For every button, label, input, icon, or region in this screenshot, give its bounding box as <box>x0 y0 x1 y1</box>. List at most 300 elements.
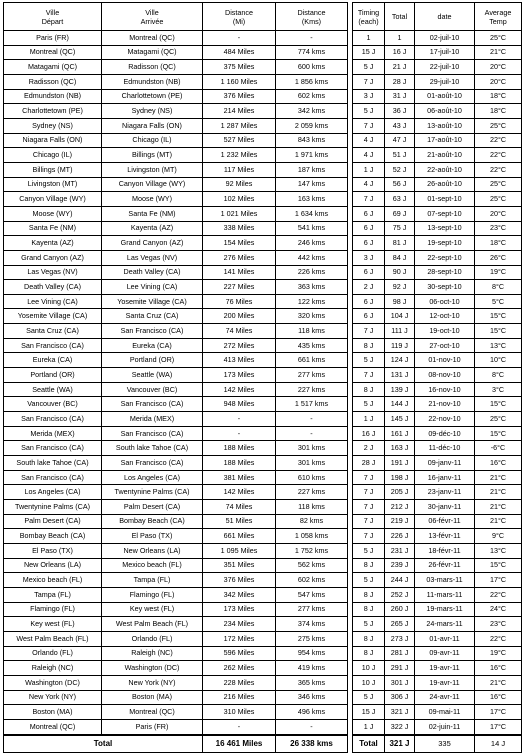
timing-each-cell: 15 J <box>353 705 385 720</box>
timing-each-cell: 8 J <box>353 587 385 602</box>
distance-miles-cell: 188 Miles <box>203 441 276 456</box>
average-temp-cell: 20°C <box>475 206 522 221</box>
total-days-cell: 219 J <box>385 514 415 529</box>
distance-row <box>4 280 348 295</box>
distance-kms-cell: 147 kms <box>276 177 348 192</box>
average-temp-cell: 18°C <box>475 104 522 119</box>
distance-miles-cell: 92 Miles <box>203 177 276 192</box>
total-days-cell: 244 J <box>385 573 415 588</box>
distance-row <box>4 338 348 353</box>
distance-row <box>4 118 348 133</box>
distance-miles-cell: 102 Miles <box>203 192 276 207</box>
distance-row <box>4 309 348 324</box>
timing-each-cell: 5 J <box>353 690 385 705</box>
arrival-city-cell: Montreal (QC) <box>102 31 203 46</box>
timing-each-cell: 7 J <box>353 500 385 515</box>
total-days-cell: 98 J <box>385 294 415 309</box>
average-temp-cell: 5°C <box>475 294 522 309</box>
timing-each-cell: 8 J <box>353 602 385 617</box>
timing-row <box>353 719 522 734</box>
distance-row <box>4 719 348 734</box>
departure-city-cell: Billings (MT) <box>4 162 102 177</box>
arrival-city-cell: Vancouver (BC) <box>102 382 203 397</box>
timing-each-cell: 8 J <box>353 631 385 646</box>
timing-each-cell: 5 J <box>353 353 385 368</box>
average-temp-cell: 24°C <box>475 602 522 617</box>
date-cell: 22-sept-10 <box>415 250 475 265</box>
distance-miles-cell: - <box>203 426 276 441</box>
date-cell: 06-oct-10 <box>415 294 475 309</box>
average-temp-cell: 26°C <box>475 250 522 265</box>
distance-kms-cell: 246 kms <box>276 236 348 251</box>
departure-city-cell: Charlottetown (PE) <box>4 104 102 119</box>
timing-row <box>353 558 522 573</box>
timing-each-cell: 28 J <box>353 456 385 471</box>
distance-kms-cell: 610 kms <box>276 470 348 485</box>
distance-kms-cell: 541 kms <box>276 221 348 236</box>
distance-row <box>4 368 348 383</box>
departure-city-cell: Chicago (IL) <box>4 148 102 163</box>
distance-miles-cell: 74 Miles <box>203 500 276 515</box>
departure-city-cell: Niagara Falls (ON) <box>4 133 102 148</box>
timing-total-days: 321 J <box>385 735 415 753</box>
average-temp-cell: 23°C <box>475 617 522 632</box>
departure-city-cell: Lee Vining (CA) <box>4 294 102 309</box>
arrival-city-cell: West Palm Beach (FL) <box>102 617 203 632</box>
distance-kms-cell: 163 kms <box>276 192 348 207</box>
average-temp-cell: 13°C <box>475 543 522 558</box>
average-temp-cell: 13°C <box>475 338 522 353</box>
arrival-city-cell: Paris (FR) <box>102 719 203 734</box>
distance-row <box>4 397 348 412</box>
distance-kms-cell: 661 kms <box>276 353 348 368</box>
arrival-city-cell: Las Vegas (NV) <box>102 250 203 265</box>
arrival-city-cell: Santa Cruz (CA) <box>102 309 203 324</box>
distance-kms-cell: 227 kms <box>276 382 348 397</box>
distance-row <box>4 250 348 265</box>
timing-each-cell: 7 J <box>353 470 385 485</box>
departure-city-cell: Montreal (QC) <box>4 45 102 60</box>
arrival-city-cell: San Francisco (CA) <box>102 397 203 412</box>
total-days-cell: 273 J <box>385 631 415 646</box>
distance-miles-cell: 1 232 Miles <box>203 148 276 163</box>
total-days-cell: 144 J <box>385 397 415 412</box>
total-days-cell: 260 J <box>385 602 415 617</box>
timing-each-cell: 10 J <box>353 661 385 676</box>
timing-each-cell: 10 J <box>353 675 385 690</box>
distance-row <box>4 558 348 573</box>
departure-city-cell: Mexico beach (FL) <box>4 573 102 588</box>
average-temp-cell: 18°C <box>475 236 522 251</box>
distance-row <box>4 617 348 632</box>
average-temp-cell: 15°C <box>475 397 522 412</box>
distance-kms-cell: 118 kms <box>276 500 348 515</box>
total-days-cell: 104 J <box>385 309 415 324</box>
average-temp-cell: 23°C <box>475 221 522 236</box>
timing-row <box>353 324 522 339</box>
departure-city-cell: Santa Cruz (CA) <box>4 324 102 339</box>
distance-row <box>4 441 348 456</box>
timing-row <box>353 631 522 646</box>
date-cell: 09-mai-11 <box>415 705 475 720</box>
total-days-cell: 119 J <box>385 338 415 353</box>
departure-city-cell: Las Vegas (NV) <box>4 265 102 280</box>
total-days-cell: 36 J <box>385 104 415 119</box>
date-cell: 19-mars-11 <box>415 602 475 617</box>
timing-row <box>353 133 522 148</box>
average-temp-cell: 22°C <box>475 148 522 163</box>
timing-row <box>353 543 522 558</box>
distance-miles-cell: - <box>203 31 276 46</box>
departure-city-cell: Livingston (MT) <box>4 177 102 192</box>
arrival-city-cell: Billings (MT) <box>102 148 203 163</box>
arrival-city-cell: Los Angeles (CA) <box>102 470 203 485</box>
departure-city-cell: Twentynine Palms (CA) <box>4 500 102 515</box>
arrival-city-cell: Kayenta (AZ) <box>102 221 203 236</box>
departure-city-cell: Sydney (NS) <box>4 118 102 133</box>
date-cell: 01-avr-11 <box>415 631 475 646</box>
arrival-city-cell: Livingston (MT) <box>102 162 203 177</box>
date-cell: 07-sept-10 <box>415 206 475 221</box>
distance-miles-cell: 142 Miles <box>203 485 276 500</box>
timing-row <box>353 294 522 309</box>
total-days-cell: 231 J <box>385 543 415 558</box>
average-temp-cell: 25°C <box>475 31 522 46</box>
arrival-city-cell: Orlando (FL) <box>102 631 203 646</box>
arrival-city-cell: Grand Canyon (AZ) <box>102 236 203 251</box>
arrival-city-cell: El Paso (TX) <box>102 529 203 544</box>
date-cell: 02-juil-10 <box>415 31 475 46</box>
timing-each-cell: 1 J <box>353 412 385 427</box>
date-cell: 01-nov-10 <box>415 353 475 368</box>
timing-row <box>353 45 522 60</box>
timing-row <box>353 500 522 515</box>
timing-row <box>353 426 522 441</box>
timing-row <box>353 690 522 705</box>
timing-total-label: Total <box>353 735 385 753</box>
timing-row <box>353 514 522 529</box>
distance-row <box>4 45 348 60</box>
distance-miles-cell: 661 Miles <box>203 529 276 544</box>
departure-city-cell: Yosemite Village (CA) <box>4 309 102 324</box>
arrival-city-cell: Lee Vining (CA) <box>102 280 203 295</box>
distance-miles-cell: 272 Miles <box>203 338 276 353</box>
distance-total-kms: 26 338 kms <box>276 735 348 753</box>
arrival-city-cell: New Orleans (LA) <box>102 543 203 558</box>
average-temp-cell: 25°C <box>475 118 522 133</box>
date-cell: 30-sept-10 <box>415 280 475 295</box>
average-temp-cell: 9°C <box>475 529 522 544</box>
timing-each-cell: 8 J <box>353 382 385 397</box>
departure-city-cell: Montreal (QC) <box>4 719 102 734</box>
departure-city-cell: Key west (FL) <box>4 617 102 632</box>
distance-kms-cell: 277 kms <box>276 368 348 383</box>
date-cell: 19-avr-11 <box>415 675 475 690</box>
average-temp-cell: 15°C <box>475 324 522 339</box>
departure-city-cell: Portland (OR) <box>4 368 102 383</box>
arrival-city-cell: Matagami (QC) <box>102 45 203 60</box>
total-days-cell: 161 J <box>385 426 415 441</box>
distance-row <box>4 675 348 690</box>
departure-city-cell: Paris (FR) <box>4 31 102 46</box>
date-cell: 08-nov-10 <box>415 368 475 383</box>
distance-miles-cell: 74 Miles <box>203 324 276 339</box>
distance-miles-cell: 1 021 Miles <box>203 206 276 221</box>
timing-row <box>353 397 522 412</box>
arrival-city-cell: Palm Desert (CA) <box>102 500 203 515</box>
departure-city-cell: Kayenta (AZ) <box>4 236 102 251</box>
timing-each-cell: 6 J <box>353 206 385 221</box>
average-temp-cell: 15°C <box>475 309 522 324</box>
timing-row <box>353 587 522 602</box>
distance-kms-cell: - <box>276 412 348 427</box>
distance-miles-cell: 117 Miles <box>203 162 276 177</box>
average-temp-cell: 22°C <box>475 162 522 177</box>
departure-city-cell: New York (NY) <box>4 690 102 705</box>
distance-row <box>4 60 348 75</box>
arrival-city-cell: Key west (FL) <box>102 602 203 617</box>
distance-kms-cell: 122 kms <box>276 294 348 309</box>
distance-table <box>3 2 348 753</box>
arrival-city-cell: Montreal (QC) <box>102 705 203 720</box>
date-cell: 03-mars-11 <box>415 573 475 588</box>
average-temp-cell: 25°C <box>475 192 522 207</box>
timing-each-cell: 1 <box>353 31 385 46</box>
timing-row <box>353 338 522 353</box>
departure-city-cell: Los Angeles (CA) <box>4 485 102 500</box>
average-temp-cell: 17°C <box>475 573 522 588</box>
timing-table <box>352 2 522 753</box>
distance-kms-cell: 1 752 kms <box>276 543 348 558</box>
distance-kms-cell: - <box>276 426 348 441</box>
departure-city-cell: Raleigh (NC) <box>4 661 102 676</box>
distance-miles-cell: 376 Miles <box>203 89 276 104</box>
arrival-city-cell: Chicago (IL) <box>102 133 203 148</box>
distance-row <box>4 587 348 602</box>
distance-miles-cell: 141 Miles <box>203 265 276 280</box>
timing-each-cell: 16 J <box>353 426 385 441</box>
distance-kms-cell: 442 kms <box>276 250 348 265</box>
distance-row <box>4 456 348 471</box>
distance-miles-cell: 262 Miles <box>203 661 276 676</box>
departure-city-cell: Flamingo (FL) <box>4 602 102 617</box>
date-cell: 29-juil-10 <box>415 74 475 89</box>
timing-row <box>353 221 522 236</box>
total-days-cell: 322 J <box>385 719 415 734</box>
average-temp-cell: 3°C <box>475 382 522 397</box>
distance-kms-cell: 187 kms <box>276 162 348 177</box>
timing-row <box>353 265 522 280</box>
distance-kms-cell: 496 kms <box>276 705 348 720</box>
total-days-cell: 265 J <box>385 617 415 632</box>
date-cell: 27-oct-10 <box>415 338 475 353</box>
distance-miles-cell: 188 Miles <box>203 456 276 471</box>
total-days-cell: 124 J <box>385 353 415 368</box>
departure-city-cell: Orlando (FL) <box>4 646 102 661</box>
timing-row <box>353 148 522 163</box>
arrival-city-cell: San Francisco (CA) <box>102 456 203 471</box>
total-days-cell: 198 J <box>385 470 415 485</box>
timing-each-cell: 5 J <box>353 60 385 75</box>
distance-miles-cell: 1 287 Miles <box>203 118 276 133</box>
distance-row <box>4 324 348 339</box>
timing-each-cell: 5 J <box>353 397 385 412</box>
distance-miles-cell: 413 Miles <box>203 353 276 368</box>
average-temp-cell: 10°C <box>475 353 522 368</box>
date-cell: 11-déc-10 <box>415 441 475 456</box>
timing-each-cell: 7 J <box>353 74 385 89</box>
total-days-cell: 43 J <box>385 118 415 133</box>
timing-row <box>353 412 522 427</box>
distance-row <box>4 631 348 646</box>
timing-row <box>353 177 522 192</box>
distance-kms-cell: 1 971 kms <box>276 148 348 163</box>
average-temp-cell: 16°C <box>475 456 522 471</box>
arrival-city-cell: Edmundston (NB) <box>102 74 203 89</box>
arrival-city-cell: San Francisco (CA) <box>102 324 203 339</box>
average-temp-cell: 17°C <box>475 705 522 720</box>
distance-row <box>4 485 348 500</box>
date-cell: 17-juil-10 <box>415 45 475 60</box>
distance-kms-cell: 1 856 kms <box>276 74 348 89</box>
arrival-city-cell: Raleigh (NC) <box>102 646 203 661</box>
distance-miles-cell: 142 Miles <box>203 382 276 397</box>
timing-each-cell: 4 J <box>353 148 385 163</box>
timing-row <box>353 661 522 676</box>
header-timing-each: Timing (each) <box>353 3 385 31</box>
average-temp-cell: 25°C <box>475 412 522 427</box>
total-days-cell: 16 J <box>385 45 415 60</box>
distance-miles-cell: 154 Miles <box>203 236 276 251</box>
total-days-cell: 31 J <box>385 89 415 104</box>
timing-row <box>353 309 522 324</box>
timing-row <box>353 280 522 295</box>
header-date: date <box>415 3 475 31</box>
total-days-cell: 252 J <box>385 587 415 602</box>
average-temp-cell: 20°C <box>475 60 522 75</box>
departure-city-cell: Seattle (WA) <box>4 382 102 397</box>
arrival-city-cell: Seattle (WA) <box>102 368 203 383</box>
timing-each-cell: 4 J <box>353 133 385 148</box>
distance-kms-cell: - <box>276 719 348 734</box>
distance-kms-cell: 774 kms <box>276 45 348 60</box>
average-temp-cell: 16°C <box>475 661 522 676</box>
timing-each-cell: 5 J <box>353 573 385 588</box>
arrival-city-cell: San Francisco (CA) <box>102 426 203 441</box>
distance-miles-cell: 234 Miles <box>203 617 276 632</box>
date-cell: 21-nov-10 <box>415 397 475 412</box>
distance-row <box>4 206 348 221</box>
date-cell: 09-avr-11 <box>415 646 475 661</box>
average-temp-cell: 8°C <box>475 368 522 383</box>
total-days-cell: 163 J <box>385 441 415 456</box>
timing-each-cell: 8 J <box>353 338 385 353</box>
distance-miles-cell: 376 Miles <box>203 573 276 588</box>
distance-kms-cell: 301 kms <box>276 441 348 456</box>
timing-row <box>353 617 522 632</box>
departure-city-cell: Palm Desert (CA) <box>4 514 102 529</box>
distance-row <box>4 382 348 397</box>
distance-miles-cell: 173 Miles <box>203 602 276 617</box>
total-days-cell: 81 J <box>385 236 415 251</box>
timing-each-cell: 1 J <box>353 719 385 734</box>
date-cell: 02-juin-11 <box>415 719 475 734</box>
header-departure-city: Ville Départ <box>4 3 102 31</box>
total-days-cell: 52 J <box>385 162 415 177</box>
distance-miles-cell: 228 Miles <box>203 675 276 690</box>
distance-miles-cell: 276 Miles <box>203 250 276 265</box>
arrival-city-cell: Flamingo (FL) <box>102 587 203 602</box>
total-days-cell: 90 J <box>385 265 415 280</box>
average-temp-cell: 22°C <box>475 133 522 148</box>
timing-row <box>353 368 522 383</box>
average-temp-cell: 8°C <box>475 280 522 295</box>
arrival-city-cell: Mexico beach (FL) <box>102 558 203 573</box>
distance-kms-cell: 277 kms <box>276 602 348 617</box>
date-cell: 26-août-10 <box>415 177 475 192</box>
total-days-cell: 212 J <box>385 500 415 515</box>
total-days-cell: 111 J <box>385 324 415 339</box>
distance-miles-cell: 216 Miles <box>203 690 276 705</box>
departure-city-cell: San Francisco (CA) <box>4 412 102 427</box>
date-cell: 22-nov-10 <box>415 412 475 427</box>
distance-row <box>4 500 348 515</box>
total-days-cell: 92 J <box>385 280 415 295</box>
timing-each-cell: 5 J <box>353 104 385 119</box>
departure-city-cell: Eureka (CA) <box>4 353 102 368</box>
departure-city-cell: Boston (MA) <box>4 705 102 720</box>
average-temp-cell: 21°C <box>475 514 522 529</box>
timing-row <box>353 31 522 46</box>
distance-row <box>4 705 348 720</box>
distance-miles-cell: - <box>203 719 276 734</box>
distance-miles-cell: 1 095 Miles <box>203 543 276 558</box>
date-cell: 19-sept-10 <box>415 236 475 251</box>
distance-kms-cell: 118 kms <box>276 324 348 339</box>
distance-row <box>4 177 348 192</box>
timing-each-cell: 7 J <box>353 118 385 133</box>
timing-row <box>353 675 522 690</box>
departure-city-cell: Tampa (FL) <box>4 587 102 602</box>
timing-each-cell: 5 J <box>353 543 385 558</box>
distance-row <box>4 236 348 251</box>
departure-city-cell: Canyon Village (WY) <box>4 192 102 207</box>
date-cell: 18-févr-11 <box>415 543 475 558</box>
arrival-city-cell: Canyon Village (WY) <box>102 177 203 192</box>
departure-city-cell: San Francisco (CA) <box>4 470 102 485</box>
date-cell: 21-août-10 <box>415 148 475 163</box>
arrival-city-cell: Sydney (NS) <box>102 104 203 119</box>
departure-city-cell: New Orleans (LA) <box>4 558 102 573</box>
header-distance-kms: Distance (Kms) <box>276 3 348 31</box>
timing-row <box>353 456 522 471</box>
timing-row <box>353 529 522 544</box>
distance-kms-cell: 226 kms <box>276 265 348 280</box>
date-cell: 19-avr-11 <box>415 661 475 676</box>
average-temp-cell: 15°C <box>475 426 522 441</box>
timing-row <box>353 705 522 720</box>
distance-kms-cell: 419 kms <box>276 661 348 676</box>
distance-miles-cell: 338 Miles <box>203 221 276 236</box>
total-days-cell: 205 J <box>385 485 415 500</box>
distance-miles-cell: 948 Miles <box>203 397 276 412</box>
timing-each-cell: 2 J <box>353 441 385 456</box>
distance-row <box>4 104 348 119</box>
total-days-cell: 69 J <box>385 206 415 221</box>
header-average-temp: Average Temp <box>475 3 522 31</box>
timing-each-cell: 2 J <box>353 280 385 295</box>
timing-each-cell: 3 J <box>353 89 385 104</box>
